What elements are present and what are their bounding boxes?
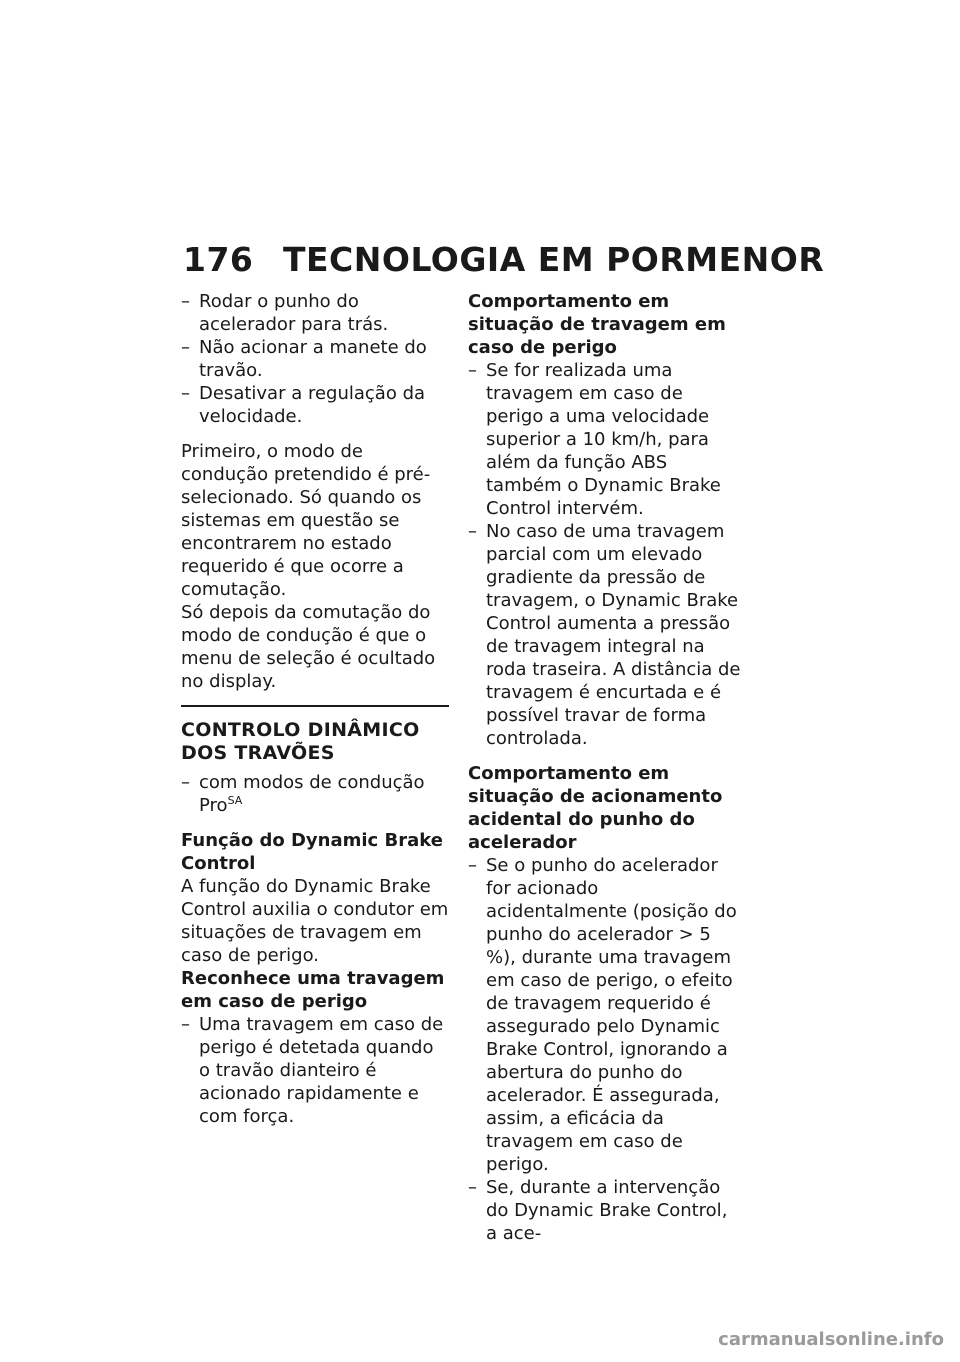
left-column <box>181 290 449 1128</box>
list-item: – Não acionar a manete do travão. <box>181 337 427 381</box>
list-item: – Se o punho do acelerador for acionado acidentalmente (posição do punho do acelerador > 5 %), durante uma travagem em caso de perigo, o efeito de travagem requerido é assegurado pelo Dynamic Brake Control, ignorando a abertura do punho do acelerador. É assegurada, assim, a eficácia da travagem em caso de perigo. <box>468 855 737 1175</box>
page-number: 176 <box>183 240 254 279</box>
subheading: Comportamento em situação de acionamento acidental do punho do acelerador <box>468 763 723 853</box>
watermark-link[interactable]: carmanualsonline.info <box>718 1329 944 1350</box>
right-column <box>468 290 743 1245</box>
paragraph: Só depois da comutação do modo de condução é que o menu de seleção é ocultado no display. <box>181 602 436 692</box>
section-title: CONTROLO DINÂMICO DOS TRAVÕES <box>181 705 449 765</box>
paragraph: Primeiro, o modo de condução pretendido é pré-selecionado. Só quando os sistemas em questão se encontrarem no estado requerido é que ocorre a comutação. <box>181 441 431 600</box>
page-header <box>183 240 825 280</box>
subheading: Comportamento em situação de travagem em caso de perigo <box>468 291 726 358</box>
list-item: – Desativar a regulação da velocidade. <box>181 383 426 427</box>
subheading: Reconhece uma travagem em caso de perigo <box>181 968 445 1012</box>
list-item: – No caso de uma travagem parcial com um elevado gradiente da pressão de travagem, o Dynamic Brake Control aumenta a pressão de travagem integral na roda traseira. A distância de travagem é encurtada e é possível travar de forma controlada. <box>468 521 741 749</box>
list-item: – Uma travagem em caso de perigo é detetada quando o travão dianteiro é acionado rapidamente e com força. <box>181 1014 444 1127</box>
list-item: – Se, durante a intervenção do Dynamic Brake Control, a ace- <box>468 1177 728 1244</box>
paragraph: A função do Dynamic Brake Control auxilia o condutor em situações de travagem em caso de perigo. <box>181 876 449 966</box>
list-item: – com modos de condução Pro$^{SA}$ <box>181 772 425 816</box>
sa-marker: SA <box>227 794 243 807</box>
list-item: – Rodar o punho do acelerador para trás. <box>181 291 389 335</box>
subheading: Função do Dynamic Brake Control <box>181 830 443 874</box>
chapter-title: TECNOLOGIA EM PORMENOR <box>283 240 825 279</box>
list-item: – Se for realizada uma travagem em caso de perigo a uma velocidade superior a 10 km/h, para além da função ABS também o Dynamic Brake Control intervém. <box>468 360 721 519</box>
